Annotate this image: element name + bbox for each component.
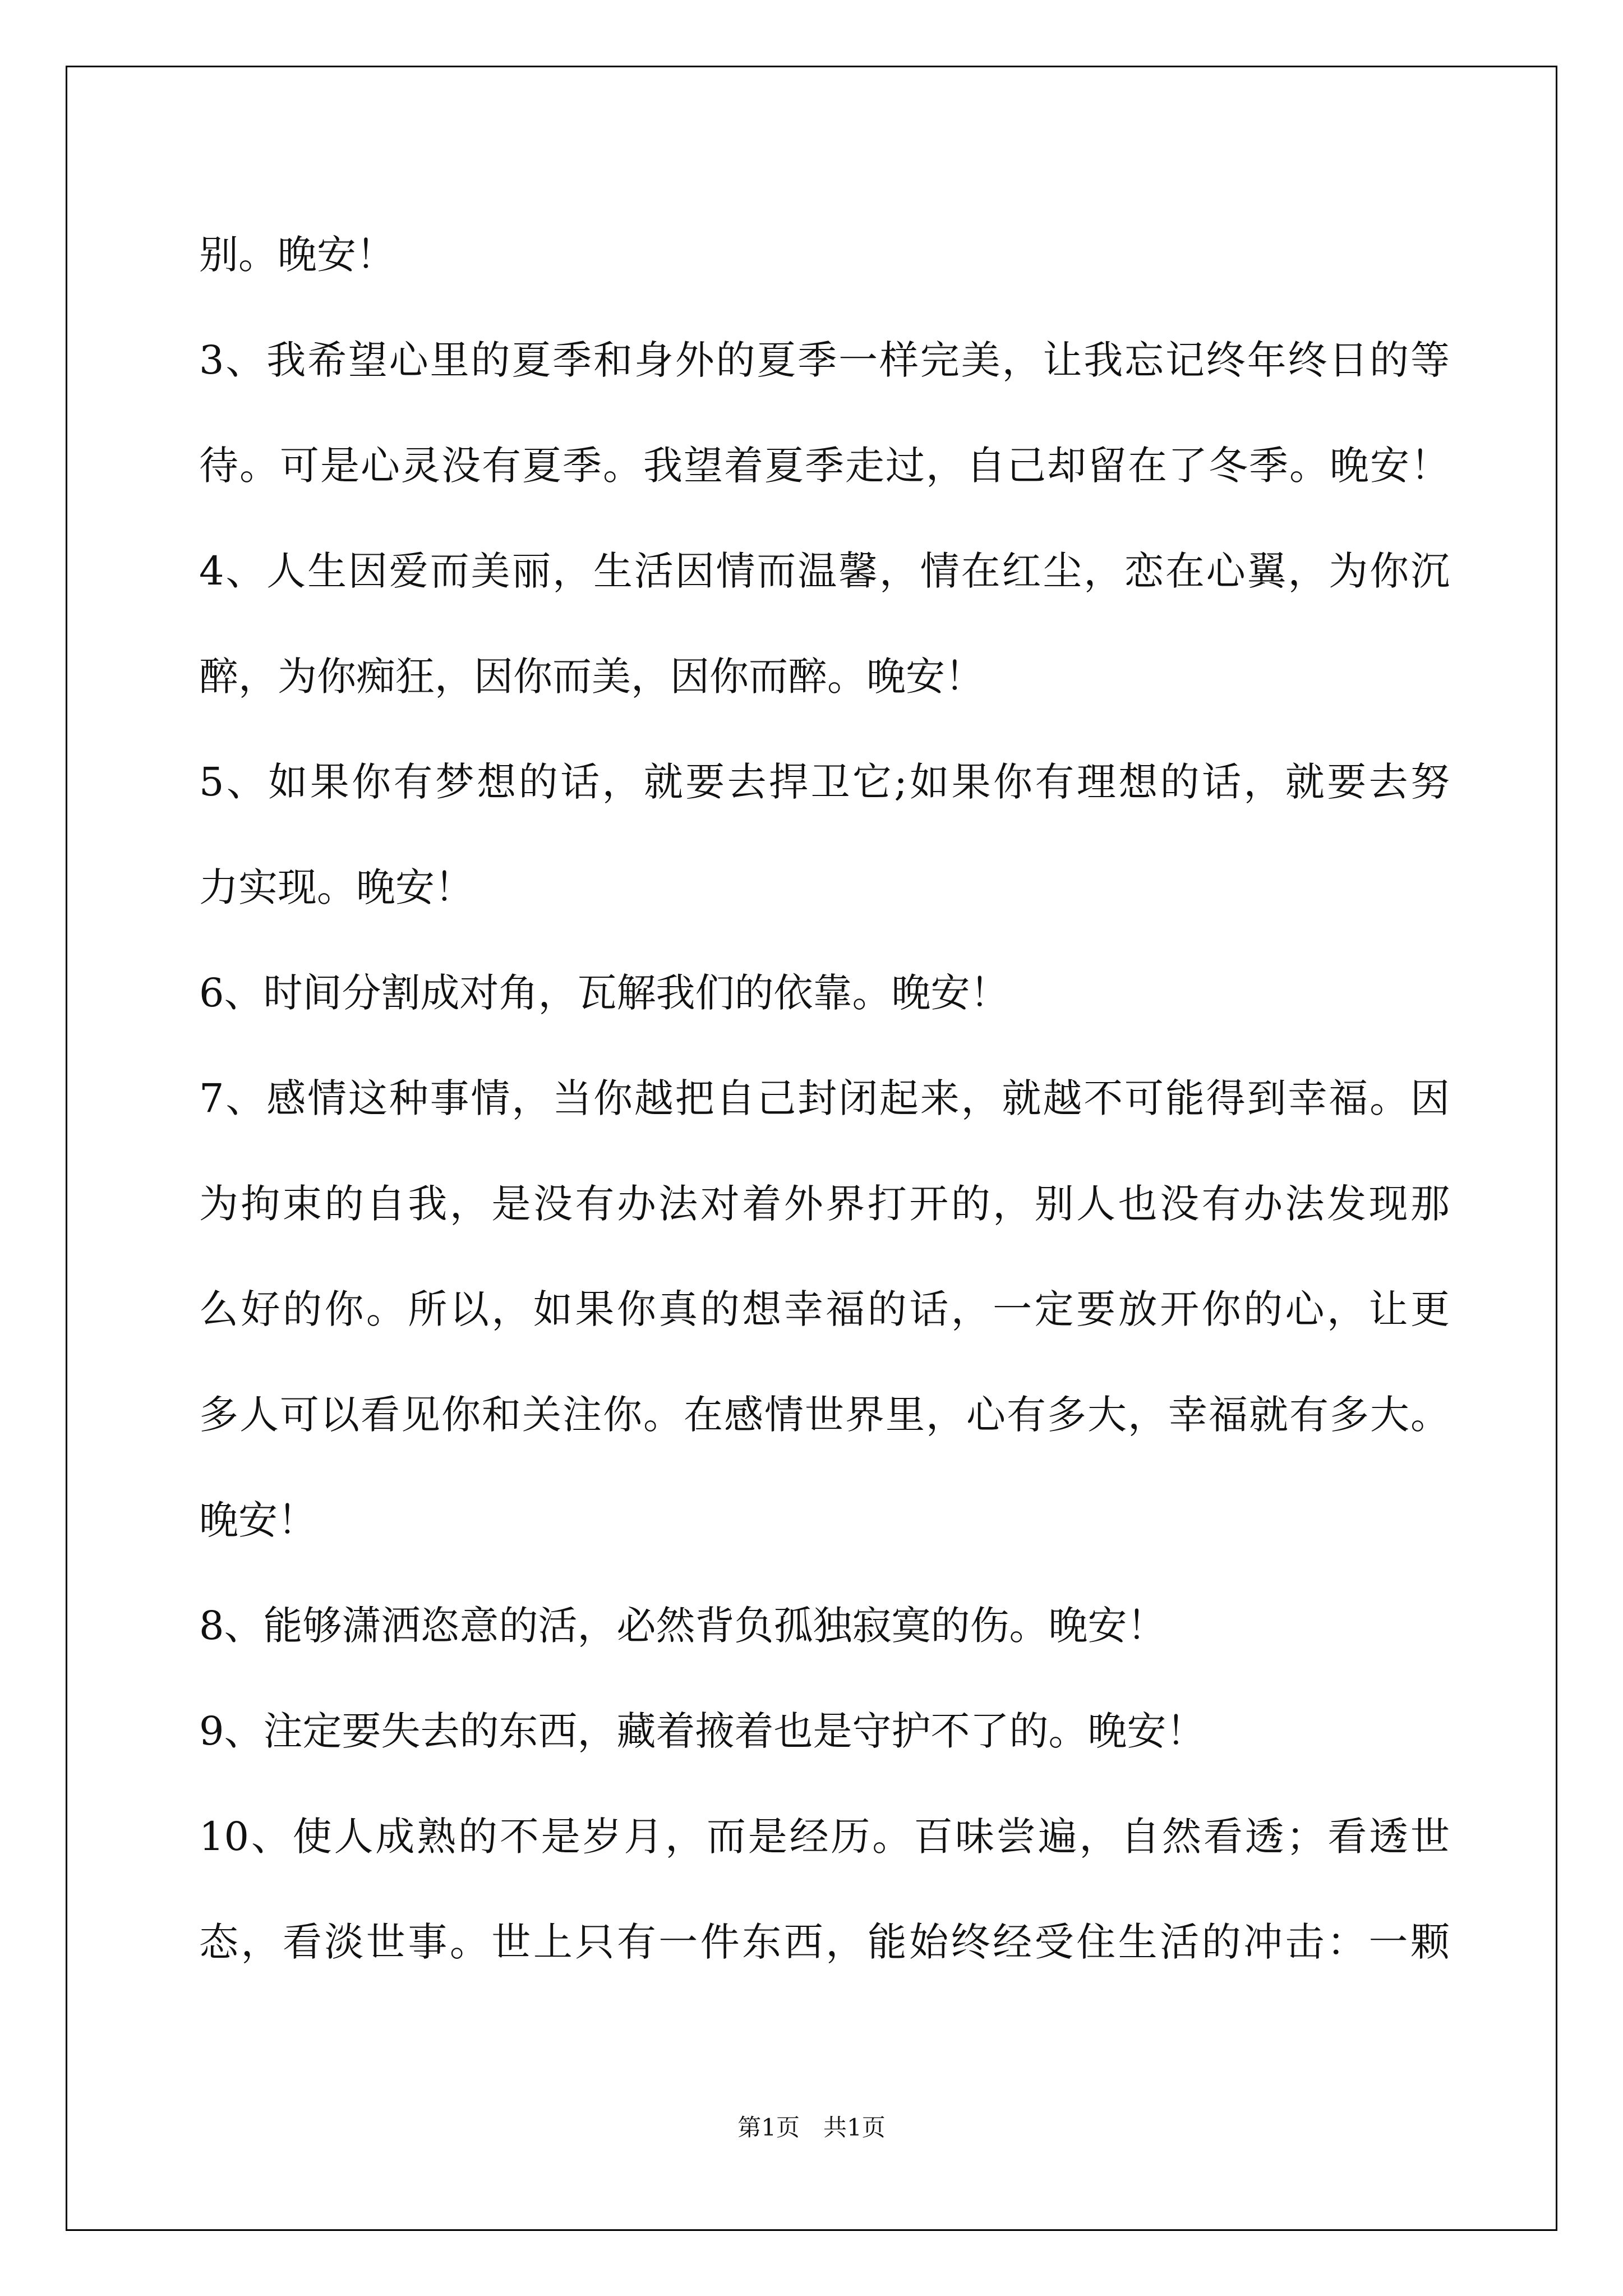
text-line: 10、使人成熟的不是岁月，而是经历。百味尝遍，自然看透；看透世 <box>199 1814 1450 1860</box>
text-line: 4、人生因爱而美丽，生活因情而温馨，情在红尘，恋在心翼，为你沉 <box>199 548 1450 594</box>
page-number: 第1页 共1页 <box>737 2114 886 2141</box>
text-line: 5、如果你有梦想的话，就要去捍卫它;如果你有理想的话，就要去努 <box>199 759 1450 805</box>
text-line: 晚安！ <box>199 1497 317 1543</box>
text-line: 态，看淡世事。世上只有一件东西，能始终经受住生活的冲击：一颗 <box>199 1919 1450 1965</box>
text-line: 待。可是心灵没有夏季。我望着夏季走过，自己却留在了冬季。晚安！ <box>199 443 1450 489</box>
document-body <box>199 202 1450 1995</box>
text-line: 别。晚安！ <box>199 232 395 278</box>
text-line: 8、能够潇洒恣意的活，必然背负孤独寂寞的伤。晚安！ <box>199 1603 1166 1649</box>
text-line: 为拘束的自我，是没有办法对着外界打开的，别人也没有办法发现那 <box>199 1181 1450 1227</box>
text-line: 7、感情这种事情，当你越把自己封闭起来，就越不可能得到幸福。因 <box>199 1075 1450 1121</box>
text-line: 力实现。晚安！ <box>199 864 474 910</box>
text-line: 多人可以看见你和关注你。在感情世界里，心有多大，幸福就有多大。 <box>199 1392 1450 1438</box>
text-line: 3、我希望心里的夏季和身外的夏季一样完美，让我忘记终年终日的等 <box>199 337 1450 383</box>
text-line: 9、注定要失去的东西，藏着掖着也是守护不了的。晚安！ <box>199 1708 1206 1754</box>
text-line: 么好的你。所以，如果你真的想幸福的话，一定要放开你的心，让更 <box>199 1286 1450 1332</box>
text-line: 6、时间分割成对角，瓦解我们的依靠。晚安！ <box>199 970 1009 1016</box>
text-line: 醉，为你痴狂，因你而美，因你而醉。晚安！ <box>199 654 984 700</box>
